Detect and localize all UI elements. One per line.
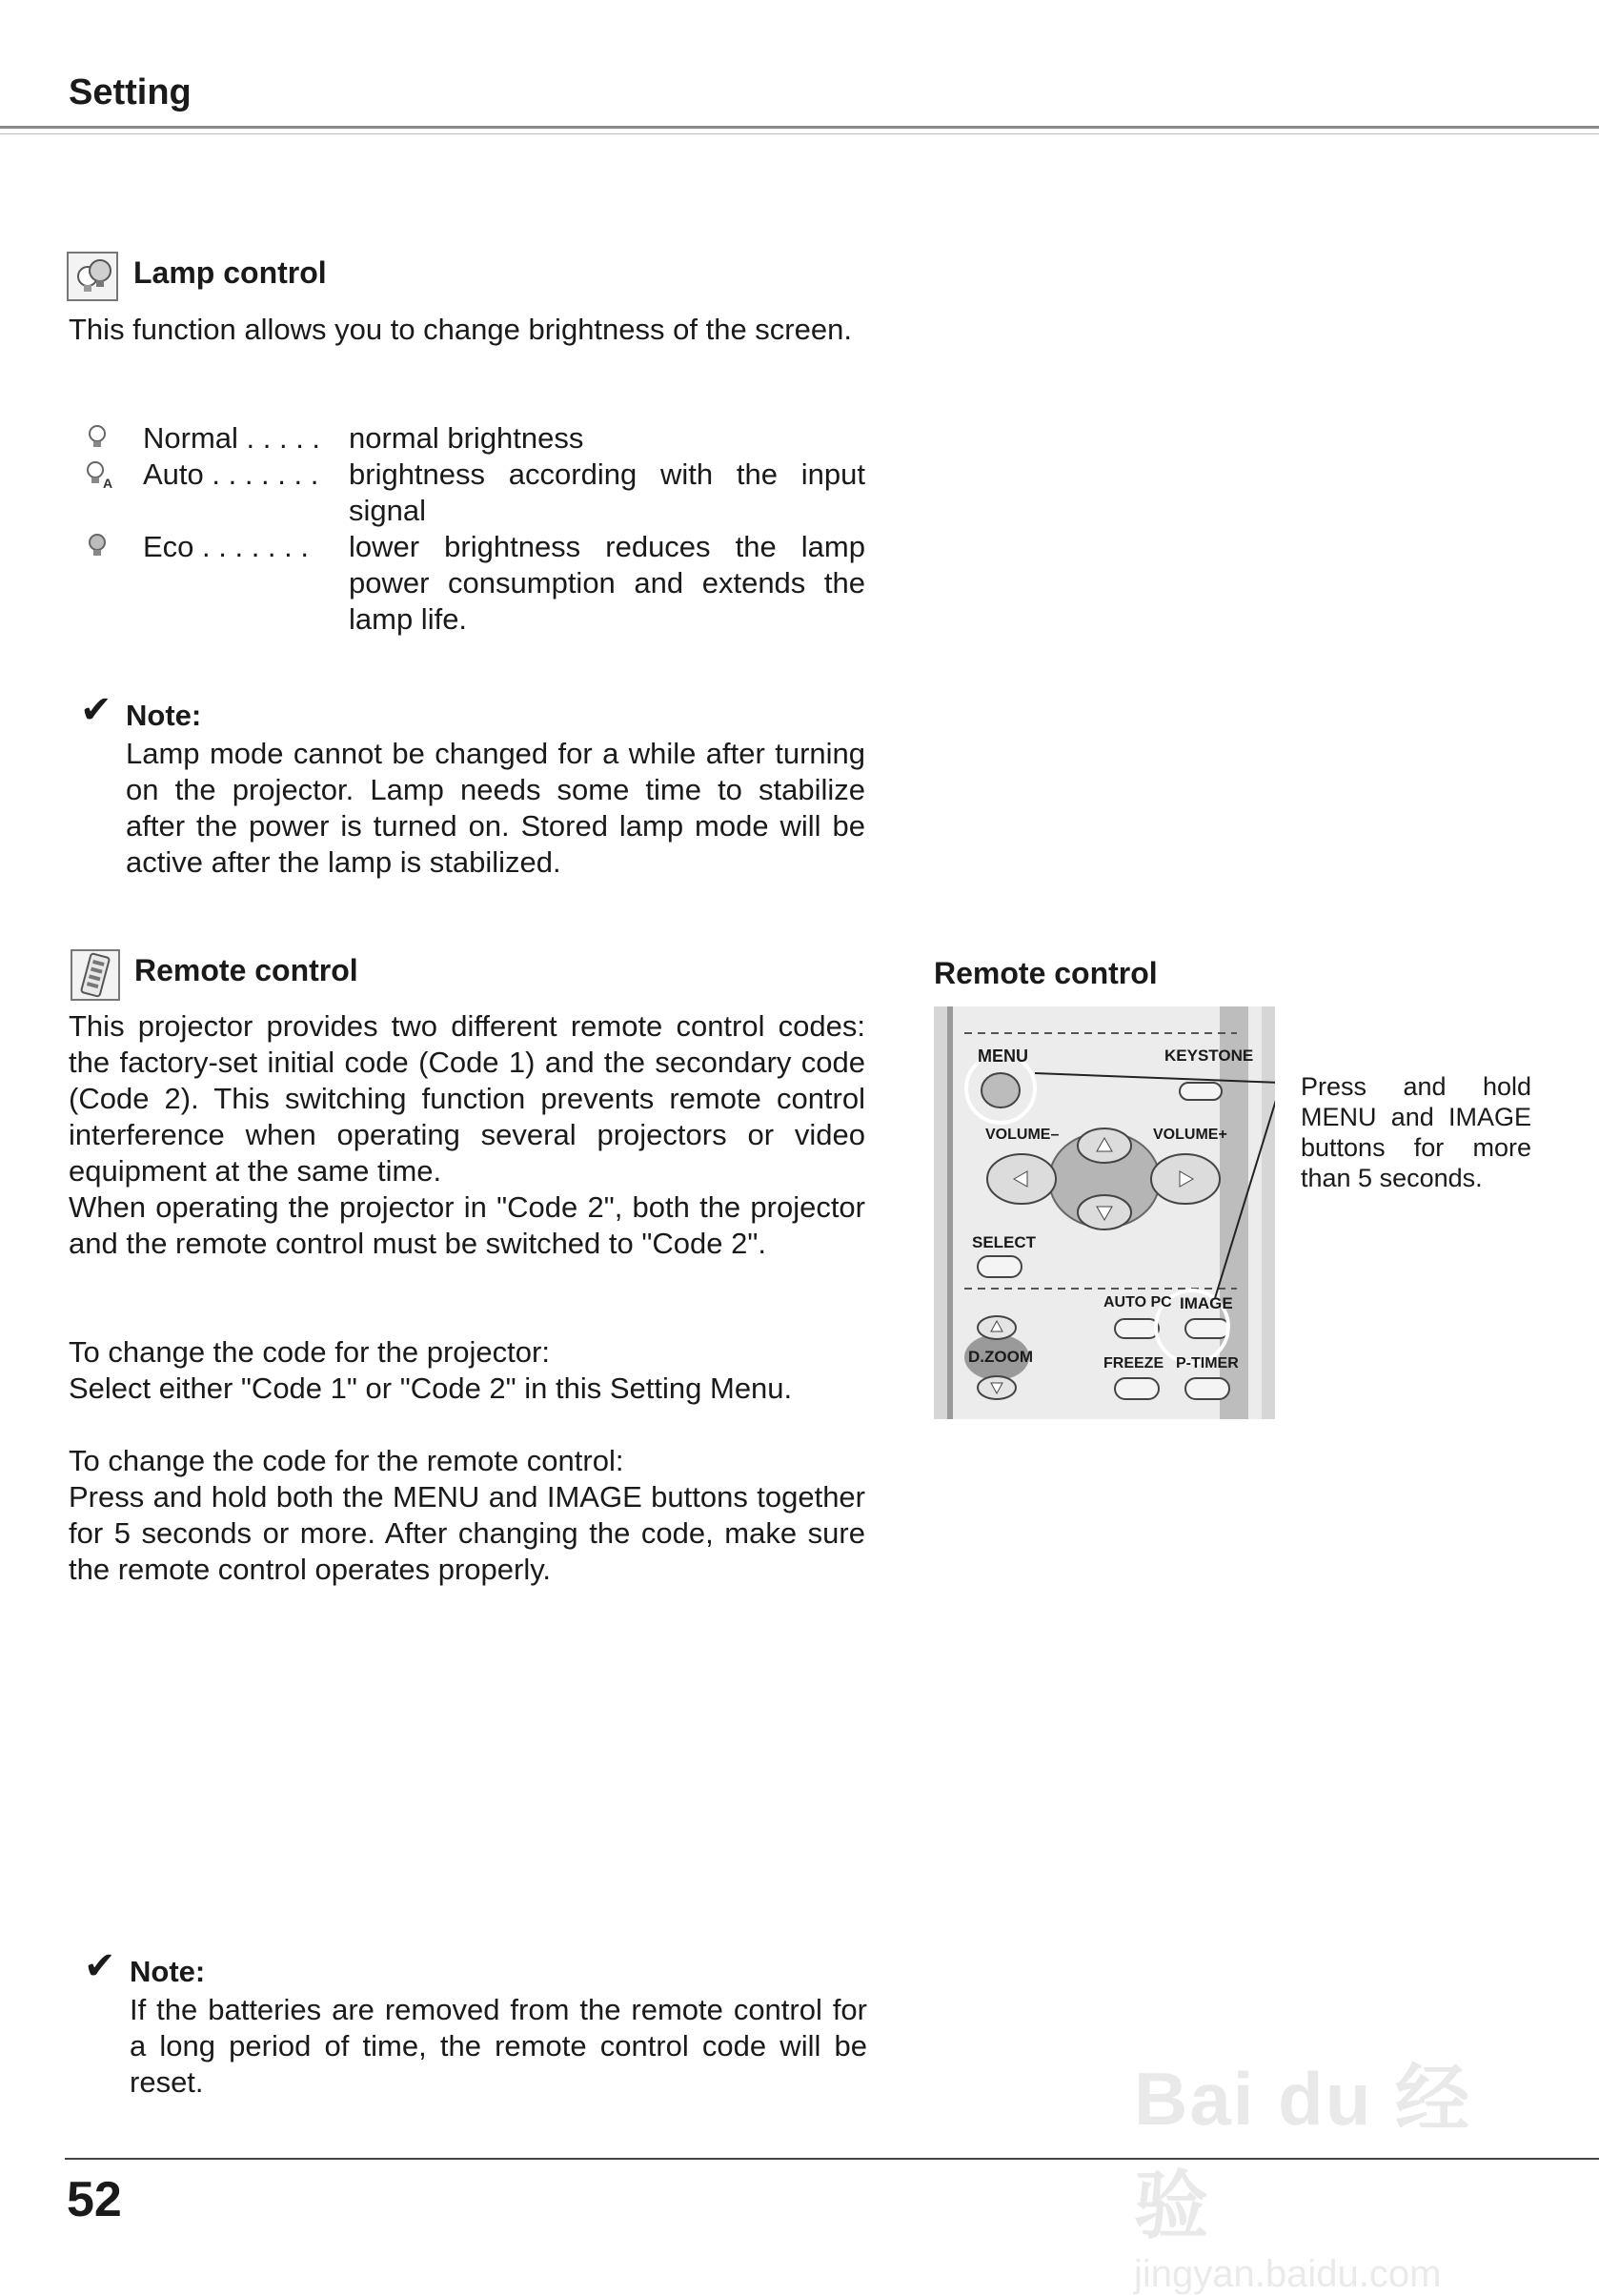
select-button[interactable]: SELECT bbox=[972, 1233, 1037, 1251]
header-rule bbox=[0, 126, 1599, 129]
auto-bulb-icon bbox=[84, 459, 118, 497]
volume-plus-button[interactable]: VOLUME+ bbox=[1153, 1127, 1227, 1143]
checkmark-icon: ✔ bbox=[80, 689, 112, 731]
remote-control-illustration bbox=[934, 1006, 1275, 1419]
remote-code-instruction: Press and hold both the MENU and IMAGE buttons together for 5 seconds or more. After changing the code, make sure the remote control operates properly. bbox=[69, 1480, 865, 1586]
watermark-brand: Bai du 经验 bbox=[1134, 2057, 1472, 2247]
mode-auto-desc: brightness according with the input signal bbox=[349, 457, 865, 527]
page-number: 52 bbox=[67, 2172, 122, 2227]
remote-note-label: Note: bbox=[130, 1955, 206, 1988]
baidu-watermark bbox=[1134, 2040, 1515, 2295]
keystone-button[interactable]: KEYSTONE bbox=[1164, 1046, 1254, 1065]
checkmark-icon: ✔ bbox=[84, 1945, 116, 1987]
lamp-intro: This function allows you to change brightness of the screen. bbox=[69, 313, 852, 346]
remote-control-icon bbox=[71, 949, 120, 1001]
lamp-control-title: Lamp control bbox=[133, 255, 327, 290]
page-header-title: Setting bbox=[69, 72, 192, 112]
lamp-note-text: Lamp mode cannot be changed for a while after turning on the projector. Lamp needs some time to stabilize after the power is turned on. Stored lamp mode will be active after the lamp is stabilized. bbox=[126, 737, 865, 879]
lamp-bulbs-icon bbox=[67, 252, 118, 301]
watermark-url: jingyan.baidu.com bbox=[1134, 2253, 1442, 2295]
volume-minus-button[interactable]: VOLUME– bbox=[985, 1127, 1060, 1143]
image-button[interactable]: IMAGE bbox=[1180, 1294, 1233, 1312]
projector-code-instruction: Select either "Code 1" or "Code 2" in this Setting Menu. bbox=[69, 1372, 793, 1405]
svg-text:A: A bbox=[103, 476, 113, 491]
normal-bulb-icon bbox=[86, 423, 109, 457]
remote-paragraph-1: This projector provides two different remote control codes: the factory-set initial code (Code 1) and the secondary code (Code 2). This switching function prevents remote control interference when operating several projectors or video equipment at the same time. bbox=[69, 1009, 865, 1188]
mode-eco-desc: lower brightness reduces the lamp power consumption and extends the lamp life. bbox=[349, 530, 865, 636]
eco-bulb-icon bbox=[86, 532, 109, 565]
remote-figure-title: Remote control bbox=[934, 956, 1158, 990]
lamp-note-label: Note: bbox=[126, 699, 202, 732]
auto-pc-button[interactable]: AUTO PC bbox=[1103, 1294, 1172, 1311]
mode-auto-label: Auto . . . . . . . bbox=[143, 457, 319, 491]
mode-eco-label: Eco . . . . . . . bbox=[143, 530, 309, 563]
remote-code-heading: To change the code for the remote control: bbox=[69, 1444, 624, 1477]
remote-control-title: Remote control bbox=[134, 953, 358, 987]
freeze-button[interactable]: FREEZE bbox=[1103, 1355, 1164, 1372]
remote-paragraph-2: When operating the projector in "Code 2", both the projector and the remote control must be switched to "Code 2". bbox=[69, 1190, 865, 1260]
remote-callout: Press and hold MENU and IMAGE buttons for more than 5 seconds. bbox=[1301, 1072, 1531, 1192]
remote-note-text: If the batteries are removed from the remote control for a long period of time, the remote control code will be reset. bbox=[130, 1993, 867, 2099]
ptimer-button[interactable]: P-TIMER bbox=[1176, 1355, 1239, 1372]
mode-normal-label: Normal . . . . . bbox=[143, 421, 321, 455]
mode-normal-desc: normal brightness bbox=[349, 421, 584, 455]
header-rule-thin bbox=[0, 133, 1599, 134]
dzoom-button[interactable]: D.ZOOM bbox=[968, 1348, 1033, 1366]
menu-button[interactable]: MENU bbox=[978, 1046, 1028, 1066]
projector-code-heading: To change the code for the projector: bbox=[69, 1335, 550, 1369]
